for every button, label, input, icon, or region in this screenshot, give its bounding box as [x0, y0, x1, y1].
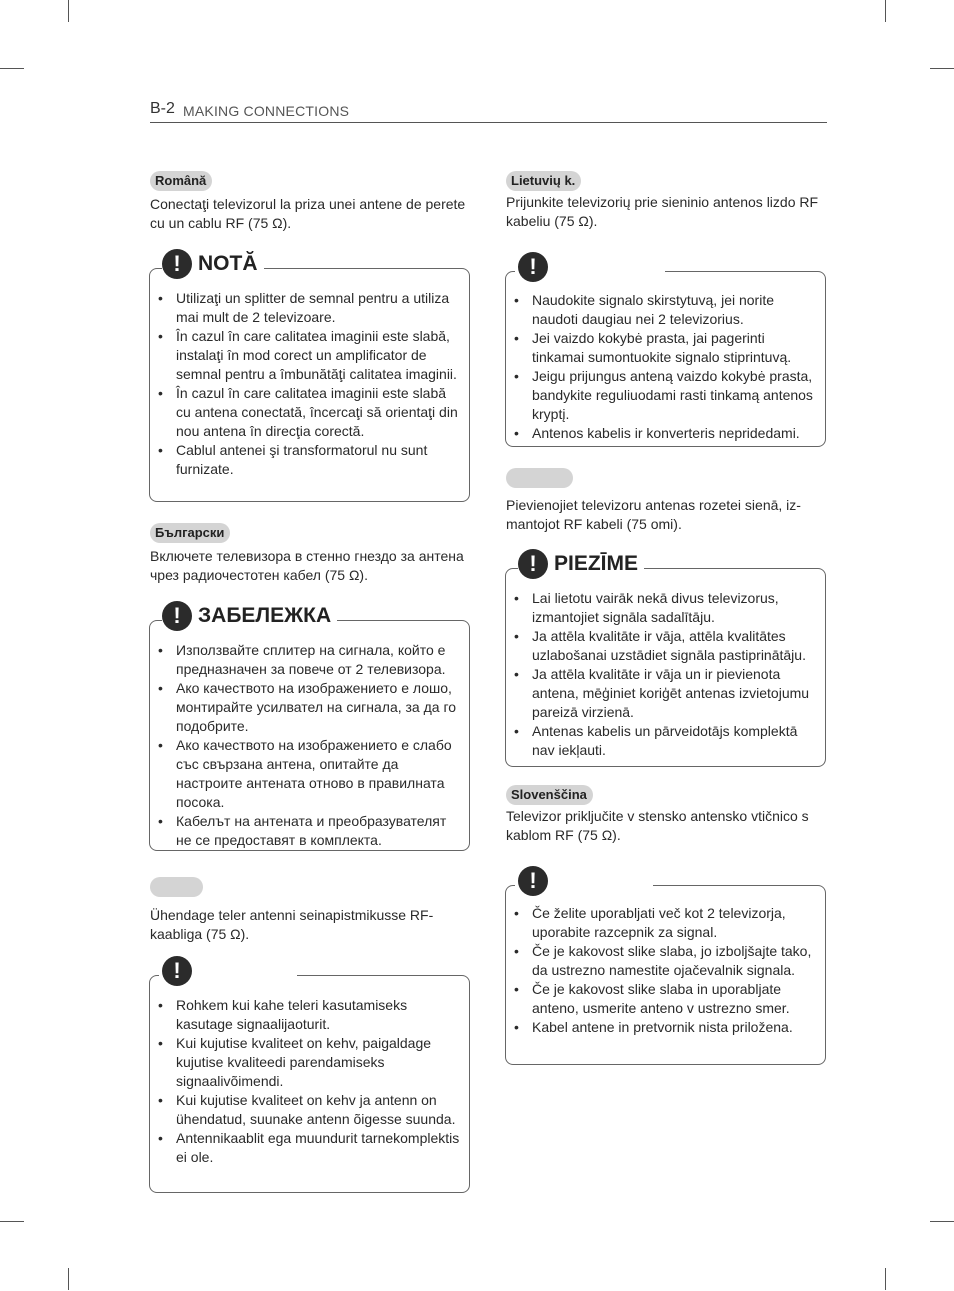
- language-block-slovenian: [506, 785, 828, 845]
- list-item: • Jeigu prijungus anteną vaizdo kokybė prasta, bandykite reguliuodami rasti tinkamą antenos kryptį.: [505, 367, 826, 424]
- list-item: • Cablul antenei şi transformatorul nu sunt furnizate.: [149, 441, 470, 479]
- list-item: • Kabel antene in pretvornik nista priložena.: [505, 1018, 826, 1037]
- list-item: • Antenas kabelis un pārveidotājs komplektā nav iekļauti.: [505, 722, 826, 760]
- list-item: • Če želite uporabljati več kot 2 televizorja, uporabite razcepnik za signal.: [505, 904, 826, 942]
- list-item: • Jei vaizdo kokybė prasta, jai pagerinti tinkamai sumontuokite signalo stiprintuvą.: [505, 329, 826, 367]
- exclamation-icon: !: [518, 252, 548, 282]
- list-item: • Kui kujutise kvaliteet on kehv ja antenn on ühendatud, suunake antenn õigesse suunda.: [149, 1091, 470, 1129]
- crop-mark: [0, 68, 24, 69]
- note-header: [518, 546, 644, 582]
- crop-mark: [68, 0, 69, 22]
- note-slovenian: [505, 863, 826, 1065]
- list-item: • Ако качеството на изображението е лошо, монтирайте усилвател на сигнала, за да го подобрите.: [149, 679, 470, 736]
- list-item: • Rohkem kui kahe teleri kasutamiseks kasutage signaalijaoturit.: [149, 996, 470, 1034]
- language-tag: Română: [150, 171, 212, 191]
- list-item: • Če je kakovost slike slaba, jo izboljšajte tako, da ustrezno namestite ojačevalnik signala.: [505, 942, 826, 980]
- language-block-latvian: [506, 468, 828, 534]
- note-estonian: [149, 953, 470, 1193]
- language-tag: Slovenščina: [506, 785, 593, 805]
- language-block-estonian: [150, 877, 472, 944]
- list-item: • În cazul în care calitatea imaginii este slabă cu antena conectată, încercaţi să orientaţi din nou antena în direcţia corectă.: [149, 384, 470, 441]
- list-item: • Utilizaţi un splitter de semnal pentru a utiliza mai mult de 2 televizoare.: [149, 289, 470, 327]
- list-item: • Če je kakovost slike slaba in uporabljate anteno, usmerite anteno v ustrezno smer.: [505, 980, 826, 1018]
- note-header: [518, 863, 560, 899]
- note-list: [149, 996, 470, 1167]
- crop-mark: [68, 1268, 69, 1290]
- crop-mark: [0, 1221, 24, 1222]
- note-list: [149, 289, 470, 479]
- list-item: • Antenos kabelis ir konverteris nepridedami.: [505, 424, 826, 443]
- section-title: MAKING CONNECTIONS: [183, 103, 350, 119]
- list-item: • Ja attēla kvalitāte ir vāja un ir pievienota antena, mēģiniet koriģēt antenas izvietojumu pareizā virzienā.: [505, 665, 826, 722]
- crop-mark: [930, 1221, 954, 1222]
- list-item: • Lai lietotu vairāk nekā divus televizorus, izmantojiet signāla sadalītāju.: [505, 589, 826, 627]
- crop-mark: [885, 1268, 886, 1290]
- language-tag: Български: [150, 523, 230, 543]
- intro-text: Включете телевизора в стенно гнездо за антена чрез радиочестотен кабел (75 Ω).: [150, 548, 464, 583]
- exclamation-icon: !: [518, 549, 548, 579]
- exclamation-icon: !: [162, 601, 192, 631]
- intro-text: Televizor priključite v stensko antensko vtičnico s kablom RF (75 Ω).: [506, 808, 809, 843]
- list-item: • Naudokite signalo skirstytuvą, jei norite naudoti daugiau nei 2 televizorius.: [505, 291, 826, 329]
- note-title: NOTĂ: [198, 252, 258, 275]
- note-romanian: [149, 246, 470, 502]
- list-item: • Ако качеството на изображението е слабо със свързана антена, опитайте да настроите антената отново в правилната посока.: [149, 736, 470, 812]
- intro-text: Conectaţi televizorul la priza unei antene de perete cu un cablu RF (75 Ω).: [150, 196, 466, 231]
- list-item: • Ja attēla kvalitāte ir vāja, attēla kvalitātes uzlabošanai uzstādiet signāla pastiprinātāju.: [505, 627, 826, 665]
- language-block-lithuanian: [506, 171, 828, 231]
- list-item: • Antennikaablit ega muundurit tarnekomplektis ei ole.: [149, 1129, 470, 1167]
- list-item: • Кабелът на антената и преобразувателят не се предоставят в комплекта.: [149, 812, 470, 850]
- page-number: B-2: [150, 100, 175, 117]
- intro-text: Ühendage teler antenni seinapistmikusse RF-kaabliga (75 Ω).: [150, 907, 434, 942]
- note-header: [162, 246, 264, 282]
- note-lithuanian: [505, 249, 826, 447]
- list-item: • Използвайте сплитер на сигнала, който е предназначен за повече от 2 телевизора.: [149, 641, 470, 679]
- intro-text: Prijunkite televizorių prie sieninio antenos lizdo RF kabeliu (75 Ω).: [506, 194, 819, 229]
- exclamation-icon: !: [162, 956, 192, 986]
- intro-text: Pievienojiet televizoru antenas rozetei sienā, iz-mantojot RF kabeli (75 omi).: [506, 497, 801, 532]
- list-item: • În cazul în care calitatea imaginii este slabă, instalaţi în mod corect un amplificator de semnal pentru a îmbunătăţi calitatea imaginii.: [149, 327, 470, 384]
- note-list: [505, 904, 826, 1037]
- note-list: [505, 589, 826, 760]
- note-title: PIEZĪME: [554, 552, 639, 575]
- language-tag: Lietuvių k.: [506, 171, 581, 191]
- note-list: [505, 291, 826, 443]
- exclamation-icon: !: [162, 249, 192, 279]
- note-title: ЗАБЕЛЕЖКА: [198, 604, 332, 627]
- language-tag: [506, 468, 573, 488]
- note-header: [162, 953, 204, 989]
- language-block-romanian: [150, 171, 472, 233]
- note-latvian: [505, 546, 826, 767]
- list-item: • Kui kujutise kvaliteet on kehv, paigaldage kujutise kvaliteedi parendamiseks signaalivõimendi.: [149, 1034, 470, 1091]
- note-bulgarian: [149, 598, 470, 851]
- note-list: [149, 641, 470, 850]
- exclamation-icon: !: [518, 866, 548, 896]
- crop-mark: [885, 0, 886, 22]
- page-header: [150, 100, 827, 123]
- language-block-bulgarian: [150, 523, 472, 585]
- crop-mark: [930, 68, 954, 69]
- note-header: [518, 249, 560, 285]
- note-header: [162, 598, 337, 634]
- language-tag: [150, 877, 203, 897]
